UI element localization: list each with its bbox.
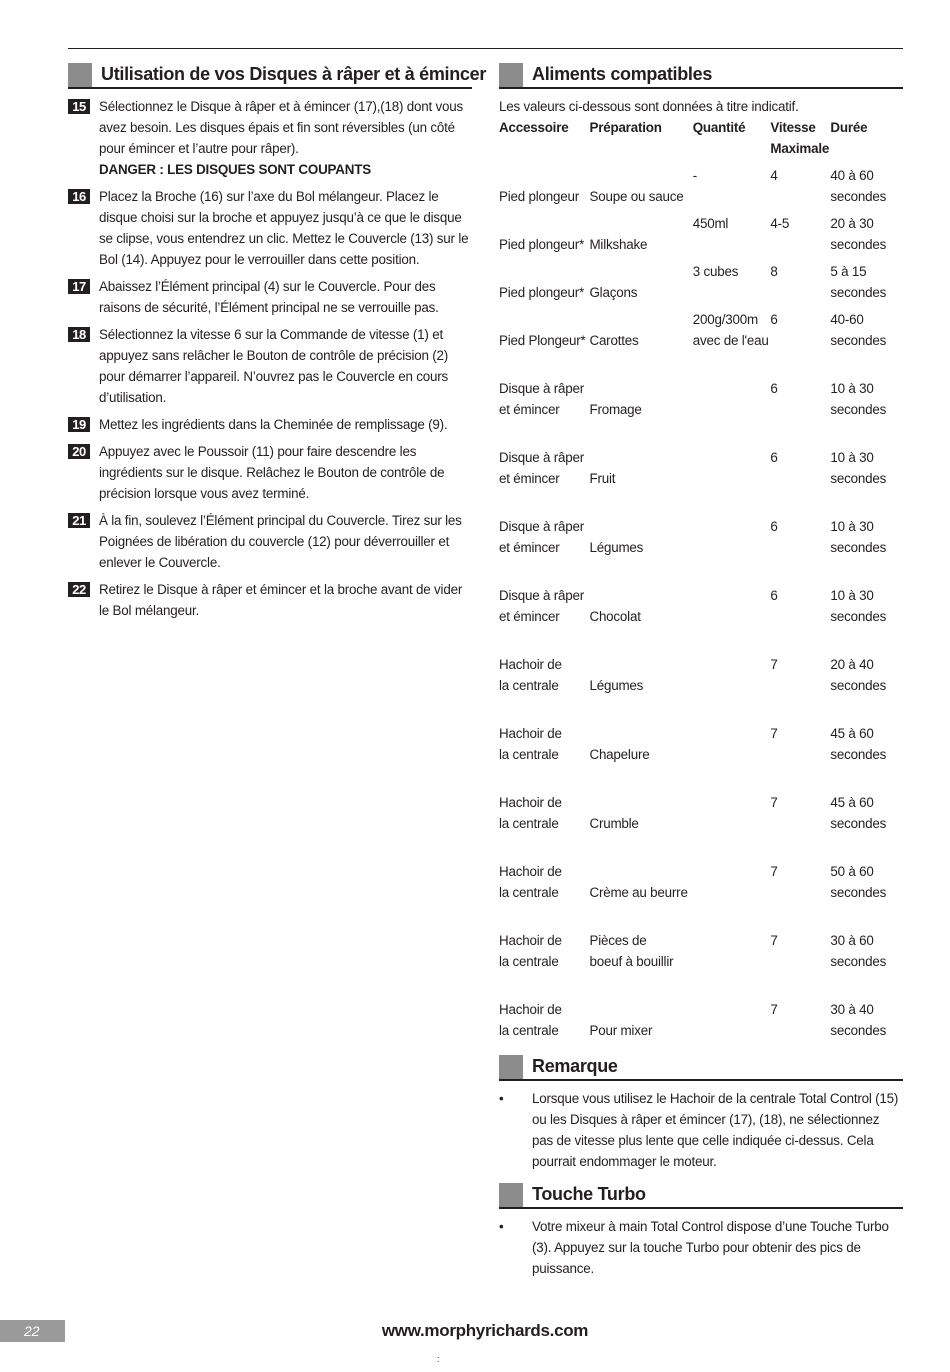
step-18 — [68, 324, 472, 408]
cell-quantite — [693, 633, 771, 702]
cell-line: 10 à 30 — [830, 381, 874, 396]
header-vitesse-text: Vitesse Maximale — [770, 120, 830, 156]
step-number-badge: 18 — [68, 327, 90, 342]
cell-accessoire — [499, 633, 589, 702]
cell-line: 7 — [770, 795, 778, 810]
cell-accessoire — [499, 495, 589, 564]
cell-duree — [830, 564, 903, 633]
cell-accessoire — [499, 978, 589, 1047]
cell-line: secondes — [830, 885, 887, 900]
remarque-section-header — [499, 1054, 903, 1081]
cell-duree — [830, 165, 903, 213]
danger-warning: DANGER : LES DISQUES SONT COUPANTS — [99, 162, 371, 177]
foods-section-title: Aliments compatibles — [532, 64, 713, 84]
table-row — [499, 771, 903, 840]
step-19 — [68, 414, 472, 435]
cell-preparation — [589, 495, 692, 564]
cell-line: boeuf à bouillir — [589, 954, 674, 969]
table-row — [499, 633, 903, 702]
cell-line: et émincer — [499, 609, 560, 624]
cell-line: secondes — [830, 237, 887, 252]
footer-website — [0, 1320, 950, 1342]
cell-accessoire — [499, 840, 589, 909]
cell-preparation — [589, 702, 692, 771]
cell-line: la centrale — [499, 885, 559, 900]
step-text: Placez la Broche (16) sur l’axe du Bol mélangeur. Placez le disque choisi sur la broche et appuyez jusqu’à ce que le disque se clipse, vous entendrez un clic. Mettez le Couvercle (13) sur le Bol (14). Appuyez pour le verrouiller dans cette position. — [99, 189, 469, 267]
cell-accessoire — [499, 261, 589, 309]
left-column — [68, 62, 487, 627]
step-number-badge: 16 — [68, 189, 90, 204]
cell-line: 45 à 60 — [830, 795, 874, 810]
usage-section-title: Utilisation de vos Disques à râper et à émincer — [101, 64, 487, 84]
cell-line: secondes — [830, 333, 887, 348]
cell-line: Hachoir de — [499, 864, 562, 879]
cell-line: et émincer — [499, 402, 560, 417]
table-header-row — [499, 117, 903, 165]
step-text: Sélectionnez la vitesse 6 sur la Commande de vitesse (1) et appuyez sans relâcher le Bouton de contrôle de précision (2) pour démarrer l’appareil. N’ouvrez pas le Couvercle en cours d’utilisation. — [99, 327, 449, 405]
cell-line: 50 à 60 — [830, 864, 874, 879]
cell-quantite — [693, 213, 771, 261]
step-text: Retirez le Disque à râper et émincer et la broche avant de vider le Bol mélangeur. — [99, 582, 463, 618]
header-vitesse — [770, 117, 830, 165]
cell-line: 20 à 40 — [830, 657, 874, 672]
cell-preparation — [589, 165, 692, 213]
cell-line: 40 à 60 — [830, 168, 874, 183]
step-number-badge: 22 — [68, 582, 90, 597]
cell-duree — [830, 261, 903, 309]
cell-line: la centrale — [499, 1023, 559, 1038]
cell-line: - — [692, 168, 697, 183]
cell-accessoire — [499, 165, 589, 213]
cell-line: Pied plongeur — [499, 189, 580, 204]
step-text: À la fin, soulevez l’Élément principal du Couvercle. Tirez sur les Poignées de libération du couvercle (12) pour déverrouiller et enlever le Couvercle. — [99, 513, 462, 570]
bullet-dot: • — [499, 1091, 504, 1106]
step-number-badge: 20 — [68, 444, 90, 459]
cell-duree — [830, 357, 903, 426]
cell-line: 30 à 60 — [830, 933, 874, 948]
cell-duree — [830, 978, 903, 1047]
cell-line: Hachoir de — [499, 933, 562, 948]
cell-vitesse — [770, 357, 830, 426]
table-row — [499, 213, 903, 261]
cell-preparation — [589, 840, 692, 909]
cell-line: 7 — [770, 933, 778, 948]
cell-vitesse — [770, 495, 830, 564]
cell-quantite — [693, 702, 771, 771]
cell-line: 4 — [770, 168, 778, 183]
cell-preparation — [589, 357, 692, 426]
cell-line: 450ml — [692, 216, 729, 231]
cell-vitesse — [770, 771, 830, 840]
cell-line: et émincer — [499, 471, 560, 486]
cell-line: Chapelure — [589, 747, 650, 762]
step-16 — [68, 186, 472, 270]
cell-line: secondes — [830, 678, 887, 693]
table-row — [499, 261, 903, 309]
cell-line: la centrale — [499, 678, 559, 693]
cell-preparation — [589, 213, 692, 261]
cell-line: Milkshake — [589, 237, 648, 252]
cell-duree — [830, 633, 903, 702]
cell-accessoire — [499, 426, 589, 495]
cell-preparation — [589, 978, 692, 1047]
header-quantite: Quantité — [692, 120, 746, 135]
cell-line: la centrale — [499, 816, 559, 831]
cell-quantite — [693, 426, 771, 495]
table-row — [499, 426, 903, 495]
table-row — [499, 495, 903, 564]
cell-accessoire — [499, 564, 589, 633]
cell-line: 10 à 30 — [830, 450, 874, 465]
cell-line: Soupe ou sauce — [589, 189, 684, 204]
cell-line: secondes — [830, 954, 887, 969]
cell-line: Pied plongeur* — [499, 285, 585, 300]
cell-line: Pied Plongeur* — [499, 333, 586, 348]
cell-duree — [830, 909, 903, 978]
cell-vitesse — [770, 426, 830, 495]
cell-preparation — [589, 564, 692, 633]
cell-vitesse — [770, 564, 830, 633]
cell-line: Hachoir de — [499, 795, 562, 810]
cell-line: 30 à 40 — [830, 1002, 874, 1017]
cell-quantite — [693, 357, 771, 426]
center-mark: : — [437, 1354, 440, 1364]
cell-line: Disque à râper — [499, 381, 585, 396]
cell-line: Hachoir de — [499, 726, 562, 741]
cell-line: 10 à 30 — [830, 588, 874, 603]
cell-vitesse — [770, 702, 830, 771]
cell-line: 6 — [770, 450, 778, 465]
cell-duree — [830, 309, 903, 357]
foods-section-header — [499, 62, 903, 89]
top-rule — [68, 48, 903, 49]
cell-line: Chocolat — [589, 609, 641, 624]
cell-vitesse — [770, 309, 830, 357]
foods-intro: Les valeurs ci-dessous sont données à titre indicatif. — [499, 99, 799, 114]
cell-quantite — [693, 771, 771, 840]
cell-accessoire — [499, 213, 589, 261]
cell-quantite — [693, 165, 771, 213]
cell-line: Fromage — [589, 402, 642, 417]
step-number-badge: 15 — [68, 99, 90, 114]
remarque-bullet — [499, 1088, 903, 1172]
cell-duree — [830, 840, 903, 909]
cell-preparation — [589, 261, 692, 309]
cell-line: 3 cubes — [692, 264, 739, 279]
table-row — [499, 564, 903, 633]
cell-line: Disque à râper — [499, 519, 585, 534]
cell-quantite — [693, 978, 771, 1047]
section-square-icon — [68, 63, 92, 87]
cell-accessoire — [499, 909, 589, 978]
cell-vitesse — [770, 978, 830, 1047]
cell-line: 7 — [770, 864, 778, 879]
cell-line: secondes — [830, 747, 887, 762]
cell-line: 20 à 30 — [830, 216, 874, 231]
table-row — [499, 909, 903, 978]
table-row — [499, 702, 903, 771]
usage-section-header — [68, 62, 487, 89]
cell-quantite — [693, 840, 771, 909]
header-accessoire: Accessoire — [499, 120, 569, 135]
cell-line: Hachoir de — [499, 657, 562, 672]
cell-preparation — [589, 909, 692, 978]
website-text: www.morphyrichards.com — [381, 1321, 589, 1340]
cell-line: Hachoir de — [499, 1002, 562, 1017]
cell-line: la centrale — [499, 747, 559, 762]
cell-line: Pour mixer — [589, 1023, 653, 1038]
step-text: Appuyez avec le Poussoir (11) pour faire descendre les ingrédients sur le disque. Relâchez le Bouton de contrôle de précision lorsque vous avez terminé. — [99, 444, 445, 501]
cell-line: secondes — [830, 471, 887, 486]
cell-line: et émincer — [499, 540, 560, 555]
cell-line: secondes — [830, 402, 887, 417]
cell-duree — [830, 702, 903, 771]
step-17 — [68, 276, 472, 318]
remarque-text: Lorsque vous utilisez le Hachoir de la centrale Total Control (15) ou les Disques à râper et émincer (17), (18), ne sélectionnez pas de vitesse plus lente que celle indiquée ci-dessus. Cela pourrait endommager le moteur. — [532, 1091, 899, 1169]
cell-line: 5 à 15 — [830, 264, 867, 279]
foods-table-body — [499, 165, 903, 1047]
turbo-section-header — [499, 1182, 903, 1209]
cell-line: Pied plongeur* — [499, 237, 585, 252]
cell-line: secondes — [830, 189, 887, 204]
cell-vitesse — [770, 261, 830, 309]
cell-preparation — [589, 309, 692, 357]
cell-vitesse — [770, 909, 830, 978]
foods-table — [499, 117, 903, 1047]
cell-line: Pièces de — [589, 933, 647, 948]
step-21 — [68, 510, 472, 573]
step-number-badge: 19 — [68, 417, 90, 432]
cell-line: Légumes — [589, 540, 644, 555]
step-text: Sélectionnez le Disque à râper et à émincer (17),(18) dont vous avez besoin. Les disques épais et fin sont réversibles (un côté pour émincer et l’autre pour râper). — [99, 99, 464, 156]
cell-line: avec de l'eau — [692, 333, 769, 348]
remarque-title: Remarque — [532, 1056, 618, 1076]
cell-duree — [830, 426, 903, 495]
cell-line: secondes — [830, 1023, 887, 1038]
cell-preparation — [589, 771, 692, 840]
cell-line: 6 — [770, 312, 778, 327]
cell-line: 6 — [770, 588, 778, 603]
step-text: Mettez les ingrédients dans la Cheminée de remplissage (9). — [99, 417, 448, 432]
cell-preparation — [589, 426, 692, 495]
cell-line: Disque à râper — [499, 450, 585, 465]
cell-line: la centrale — [499, 954, 559, 969]
cell-line: Crème au beurre — [589, 885, 688, 900]
cell-line: secondes — [830, 540, 887, 555]
step-number-badge: 17 — [68, 279, 90, 294]
cell-duree — [830, 213, 903, 261]
cell-quantite — [693, 309, 771, 357]
table-row — [499, 357, 903, 426]
cell-line: Glaçons — [589, 285, 638, 300]
step-text: Abaissez l’Élément principal (4) sur le Couvercle. Pour des raisons de sécurité, l’Élément principal ne se verrouille pas. — [99, 279, 439, 315]
cell-line: secondes — [830, 285, 887, 300]
cell-line: 6 — [770, 519, 778, 534]
header-duree: Durée — [830, 120, 868, 135]
cell-quantite — [693, 564, 771, 633]
table-row — [499, 978, 903, 1047]
header-preparation: Préparation — [589, 120, 662, 135]
bullet-dot: • — [499, 1219, 504, 1234]
table-row — [499, 840, 903, 909]
cell-quantite — [693, 261, 771, 309]
step-number-badge: 21 — [68, 513, 90, 528]
cell-vitesse — [770, 840, 830, 909]
cell-vitesse — [770, 213, 830, 261]
cell-vitesse — [770, 165, 830, 213]
cell-quantite — [693, 909, 771, 978]
cell-line: secondes — [830, 609, 887, 624]
cell-line: secondes — [830, 816, 887, 831]
cell-line: 8 — [770, 264, 778, 279]
cell-line: Crumble — [589, 816, 639, 831]
turbo-text: Votre mixeur à main Total Control dispose d’une Touche Turbo (3). Appuyez sur la touche Turbo pour obtenir des pics de puissance. — [532, 1219, 889, 1276]
cell-accessoire — [499, 357, 589, 426]
cell-accessoire — [499, 771, 589, 840]
right-column — [499, 62, 903, 1289]
cell-preparation — [589, 633, 692, 702]
step-22 — [68, 579, 472, 621]
table-row — [499, 165, 903, 213]
cell-line: 45 à 60 — [830, 726, 874, 741]
table-row — [499, 309, 903, 357]
cell-line: 6 — [770, 381, 778, 396]
cell-line: Disque à râper — [499, 588, 585, 603]
cell-line: 200g/300m — [692, 312, 758, 327]
section-square-icon — [499, 63, 523, 87]
cell-line: 10 à 30 — [830, 519, 874, 534]
turbo-title: Touche Turbo — [532, 1184, 646, 1204]
cell-accessoire — [499, 702, 589, 771]
cell-line: Fruit — [589, 471, 616, 486]
turbo-bullet — [499, 1216, 903, 1279]
cell-line: 7 — [770, 1002, 778, 1017]
cell-quantite — [693, 495, 771, 564]
step-20 — [68, 441, 472, 504]
cell-duree — [830, 771, 903, 840]
cell-vitesse — [770, 633, 830, 702]
cell-line: Carottes — [589, 333, 639, 348]
cell-line: 7 — [770, 726, 778, 741]
step-15 — [68, 96, 472, 180]
cell-line: 40-60 — [830, 312, 864, 327]
section-square-icon — [499, 1183, 523, 1207]
cell-line: 4-5 — [770, 216, 790, 231]
cell-line: Légumes — [589, 678, 644, 693]
cell-line: 7 — [770, 657, 778, 672]
cell-duree — [830, 495, 903, 564]
page-number: 22 — [0, 1320, 65, 1342]
cell-accessoire — [499, 309, 589, 357]
section-square-icon — [499, 1055, 523, 1079]
